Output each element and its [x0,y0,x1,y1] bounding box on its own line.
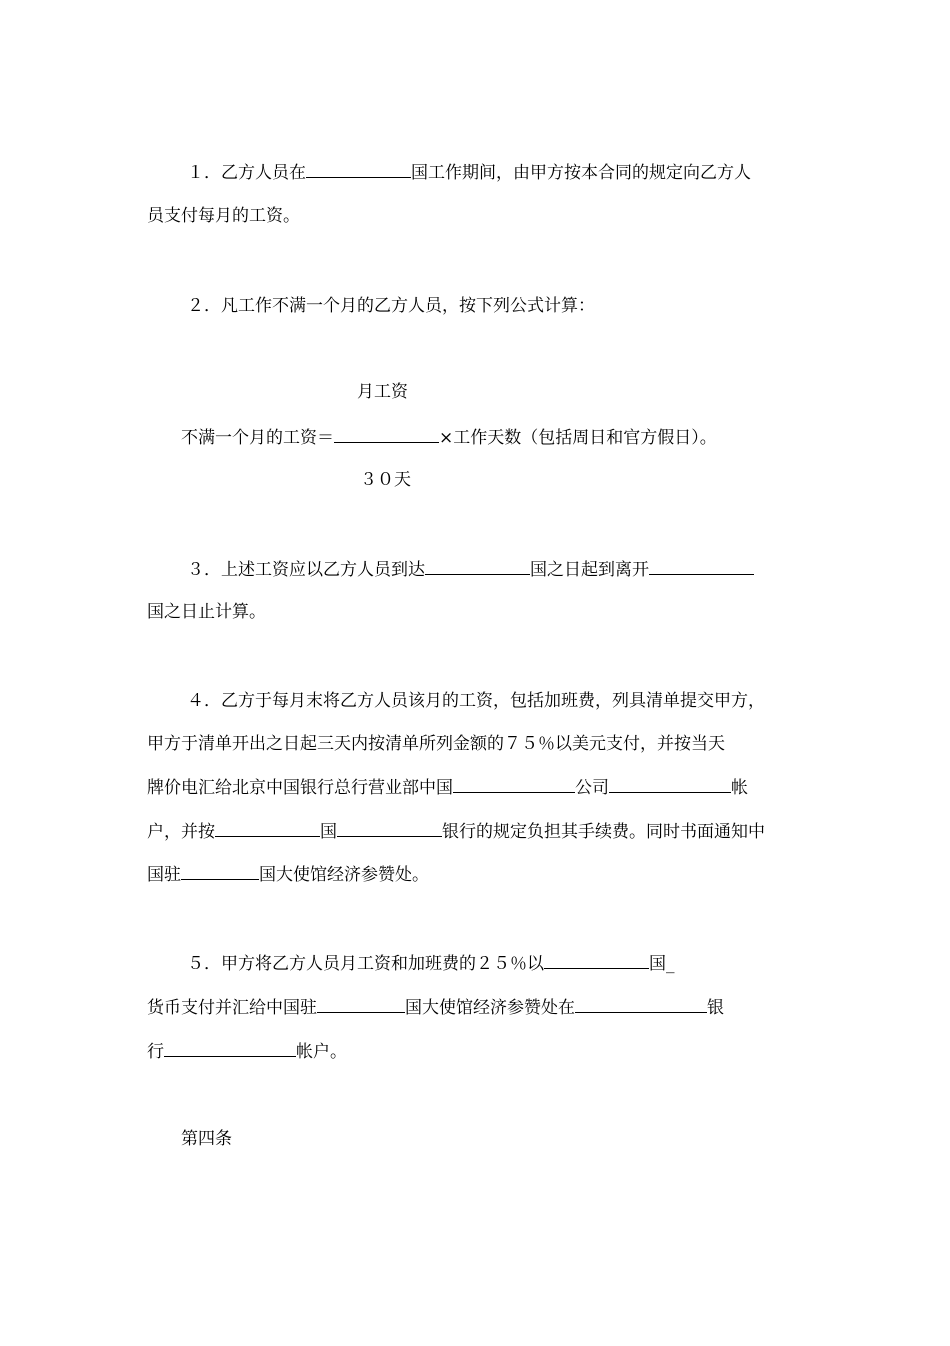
clause-5-blank-currency-country [544,951,649,969]
clause-1-line-1 [187,160,751,185]
formula-numerator-text: 月工资 [357,382,408,402]
clause-5-text-c1: 行 [147,1042,164,1062]
formula-denominator-text: ３０天 [360,470,411,490]
clause-5-line-2 [147,995,724,1020]
clause-4-text-a: ４．乙方于每月末将乙方人员该月的工资，包括加班费，列具清单提交甲方， [187,691,765,711]
clause-5-blank-account [164,1039,296,1057]
clause-3-blank-arrival-country [425,557,530,575]
clause-4-line-5 [147,862,429,887]
clause-2-line-1 [187,294,595,318]
clause-4-text-d1: 户，并按 [147,822,215,842]
clause-5-line-3 [147,1039,347,1064]
clause-4-blank-embassy-country [181,862,259,880]
clause-1-text-a: １．乙方人员在 [187,163,306,183]
clause-4-text-c1: 牌价电汇给北京中国银行总行营业部中国 [147,778,453,798]
clause-4-text-c3: 帐 [731,778,748,798]
clause-4-blank-country [215,819,320,837]
clause-5-blank-embassy-country [317,995,405,1013]
clause-1-text-b: 国工作期间，由甲方按本合同的规定向乙方人 [411,163,751,183]
clause-4-blank-bank [337,819,442,837]
clause-4-line-3 [147,775,748,800]
clause-4-text-e1: 国驻 [147,865,181,885]
clause-4-text-c2: 公司 [575,778,609,798]
formula-denominator [360,468,411,492]
clause-3-text-a: ３．上述工资应以乙方人员到达 [187,560,425,580]
clause-3-line-2 [147,600,266,624]
clause-1-line-2 [147,204,300,228]
clause-3-text-b: 国之日起到离开 [530,560,649,580]
clause-5-text-b3: 银 [707,998,724,1018]
article-four-heading [181,1127,232,1151]
clause-3-blank-departure-country [649,557,754,575]
formula-main-line [181,425,717,450]
clause-1-blank-country [306,160,411,178]
formula-right-text: ×工作天数（包括周日和官方假日）。 [439,428,717,448]
clause-5-text-a1: ５．甲方将乙方人员月工资和加班费的２５％以 [187,954,544,974]
clause-5-text-b2: 国大使馆经济参赞处在 [405,998,575,1018]
clause-4-text-e2: 国大使馆经济参赞处。 [259,865,429,885]
clause-3-text-c: 国之日止计算。 [147,602,266,622]
clause-2-text-a: ２．凡工作不满一个月的乙方人员，按下列公式计算： [187,296,595,316]
formula-fraction-bar [334,425,439,443]
clause-4-line-1 [187,689,765,713]
clause-5-text-c2: 帐户。 [296,1042,347,1062]
article-four-heading-text: 第四条 [181,1129,232,1149]
clause-5-text-b1: 货币支付并汇给中国驻 [147,998,317,1018]
clause-4-line-2 [147,732,725,756]
clause-1-text-c: 员支付每月的工资。 [147,206,300,226]
formula-left-text: 不满一个月的工资＝ [181,428,334,448]
clause-4-text-b: 甲方于清单开出之日起三天内按清单所列金额的７５％以美元支付，并按当天 [147,734,725,754]
clause-4-text-d3: 银行的规定负担其手续费。同时书面通知中 [442,822,765,842]
clause-4-text-d2: 国 [320,822,337,842]
clause-5-blank-bank [575,995,707,1013]
clause-4-blank-company [453,775,575,793]
clause-5-text-a2: 国_ [649,954,675,974]
clause-4-line-4 [147,819,765,844]
clause-5-line-1 [187,951,675,976]
formula-numerator [357,380,408,404]
clause-3-line-1 [187,557,754,582]
clause-4-blank-account [609,775,731,793]
